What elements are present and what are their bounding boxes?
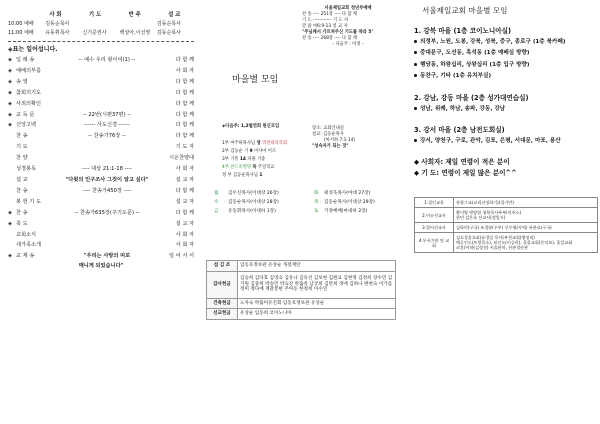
worship-item-detail: -- 찬송가76장 --: [88, 133, 126, 140]
worship-item: [8, 55, 194, 66]
village-item-text: 성남, 위례, 하남, 송파, 강동, 강남: [420, 105, 506, 112]
village-item-text: 중대문구, 도선동, 흑석동 (1층 예배실 방향): [420, 50, 530, 57]
prayer-row: [415, 198, 598, 208]
standing-mark: [8, 131, 16, 142]
prayer-row: [415, 233, 598, 253]
worship-item-detail: [62, 66, 152, 77]
offering-value: 김승희 김다효 김영숙 김유나 김유선 김보현 김원표 김현정 김정희 장수민 김기원 김중희 박승민 박숙진 박출옥 남궁희 김만희 정애 김하나 변현숙 이가를 정미 정다예 계갈봉현 주아동 한정희 이수연: [238, 271, 396, 298]
worship-item-leader: 다 함 께: [175, 57, 194, 63]
prayer-row: [415, 223, 598, 233]
offering-value: 임동호정보관 유상순 개설재탄: [238, 261, 396, 272]
gathering-next: ◈다음주: 1,2월연회 원신모임: [222, 124, 280, 129]
bullet-icon: [414, 40, 417, 43]
village-title: 3. 강서 마을 (2층 남전도회실): [414, 126, 505, 135]
prayer-key: 2.이슈선교사: [415, 208, 454, 223]
day-leader: 유동휘목사(이대하 1장): [228, 209, 276, 214]
youth-line: 찬 송 ---- 251장 ---- 다 함 께: [302, 12, 358, 17]
village-list-panel: [400, 0, 600, 424]
worship-item-detail: -- 22번(시편37편) --: [82, 111, 132, 118]
schedule-row: [214, 207, 396, 216]
worship-item: [8, 240, 194, 251]
offering-key: 선교헌금: [207, 309, 238, 320]
service-header: [8, 10, 194, 18]
worship-item-name: 축 도: [16, 220, 28, 227]
prayer-row: [415, 208, 598, 223]
youth-service-box: [302, 6, 394, 48]
standing-mark: [8, 153, 16, 164]
worship-item-name: 설 교: [16, 176, 28, 183]
service-row-2: [8, 29, 194, 38]
youth-line: 기 도 ------------ 기 도 자: [302, 18, 349, 23]
village-item-text: 의정부, 노원, 도봉, 강북, 성북, 중구, 종로구 (1층 북카페): [420, 39, 566, 45]
worship-item-detail: [62, 240, 152, 251]
worship-item-name: 예배의부름: [16, 67, 42, 74]
service-prayer: [82, 20, 119, 29]
offering-row: [207, 271, 396, 298]
gathering-theme: "성숙자가 되는 것": [312, 144, 349, 149]
day-leader: 김동순목사(이대상 29장): [324, 200, 375, 205]
worship-item: [8, 99, 194, 110]
village-item: [408, 48, 594, 59]
worship-item-detail: [62, 197, 152, 208]
worship-item-leader: 다 함 께: [175, 111, 194, 118]
offering-value: 노자숙 박출미유진회 임동호정보관 유상순: [238, 298, 396, 309]
service-accompanist: [120, 20, 157, 29]
worship-item-leader: 일 어 서 서: [169, 253, 194, 260]
bullet-icon: [414, 139, 417, 142]
standing-mark: [8, 186, 16, 197]
worship-item: [8, 175, 194, 186]
worship-item-detail: [62, 88, 152, 99]
service-time: 11:00 예배: [8, 30, 34, 36]
worship-item-leader: 사 회 자: [175, 242, 194, 249]
info-item-5: 정 부 김동순목사님 1: [222, 173, 263, 178]
youth-line: 말 씀 마6:9-13 설 교 자: [302, 24, 348, 29]
worship-item-name: 찬 양: [16, 155, 28, 162]
day-leader: 김두신목사(이대상 26장): [228, 191, 279, 196]
header-accompanist: 반 주: [128, 12, 141, 18]
worship-item-detail: -- 예수 우리 왕이여(1) --: [78, 57, 136, 63]
notice-prayer: ◆ 기 도: 연령이 제일 많은 분이^^: [414, 169, 517, 178]
standing-mark: ◈: [8, 253, 12, 260]
worship-item: [8, 131, 194, 142]
day-mark: 금: [214, 209, 219, 214]
worship-item-name: 입 례 송: [16, 57, 35, 63]
order-of-worship-panel: [0, 0, 200, 424]
worship-item-leader: 시온찬양대: [168, 155, 194, 162]
header-leader: 사 회: [49, 12, 62, 18]
offering-key: 건축헌금: [207, 298, 238, 309]
worship-item-detail: [62, 77, 152, 88]
info-item-4: 4부 찬드옥별명 목 주일학교: [222, 165, 275, 170]
youth-line: - 다음주 : 미정 -: [332, 42, 364, 47]
worship-item-detail: "우리는 사랑의 띠로: [83, 253, 131, 260]
worship-item: [8, 88, 194, 99]
worship-item-leader: 다 함 께: [175, 122, 194, 129]
offering-value: 유상순 임동희 코이노니아: [238, 309, 396, 320]
standing-mark: [8, 175, 16, 186]
offering-table: [206, 260, 396, 320]
worship-item: [8, 251, 194, 262]
service-row-1: [8, 20, 194, 29]
prayer-value: 김포경울요회(유경일 목사(부천교회(행정직) 예루인드(트링목소), 보인도(이승희), 홀몰교회(문익보), 홀일교회 코흔)이하(김정선) 서울관마, 산관경산관: [454, 233, 598, 253]
worship-item-name: 참회의기도: [16, 89, 42, 96]
day-mark: 수: [214, 200, 219, 205]
worship-item-name: 새가족소개: [16, 242, 42, 249]
worship-item-leader: 다 함 께: [175, 100, 194, 107]
worship-order-list: [8, 55, 194, 270]
info-item-2: 2부 김동순 기 9 미사마 이르: [222, 149, 277, 154]
notices: [414, 157, 594, 179]
prayer-value: 김하미(구국) 조경항(우주) 신우영(사역) 폭관요(구국): [454, 223, 598, 233]
worship-item-name: 찬 송: [16, 209, 28, 216]
day-leader: 최성욱목사(마대 27장): [324, 191, 371, 196]
worship-item: [8, 219, 194, 230]
prayer-key: 4.무서기관 및 교회: [415, 233, 454, 253]
worship-item-detail: -- 찬송가635장(주기도문) --: [74, 209, 140, 216]
worship-item-leader: 설 교 자: [175, 220, 194, 227]
offering-row: [207, 298, 396, 309]
bullet-icon: [414, 51, 417, 54]
header-prayer: 기 도: [88, 12, 102, 18]
worship-item: [8, 77, 194, 88]
day-leader: 기정예배(마대하 2장): [324, 209, 368, 214]
header-preacher: 설 교: [168, 12, 181, 18]
day-mark: 월: [214, 191, 219, 196]
youth-line: 찬 송 ---- 268장 ---- 다 함 께: [302, 36, 358, 41]
worship-item-detail: [62, 142, 152, 153]
standing-mark: [8, 142, 16, 153]
worship-item: [8, 230, 194, 241]
standing-mark: ◈: [8, 209, 12, 216]
worship-item: [8, 120, 194, 131]
worship-item-leader: 사 회 자: [175, 231, 194, 238]
standing-mark: ◈: [8, 67, 12, 74]
info-item-3: 3부 기흥 14 파종 기증: [222, 157, 266, 162]
standing-mark: ◈: [8, 122, 12, 129]
worship-item-detail: "다윗의 인구조사 그것이 알고 싶다": [65, 176, 149, 183]
worship-item-leader: 기 도 자: [175, 144, 194, 151]
worship-item: [8, 164, 194, 175]
gathering-place: 장소: 교회안내실: [312, 126, 344, 131]
info-list: [222, 140, 312, 180]
standing-mark: [8, 230, 16, 241]
worship-item-detail: ---- 대상 21:1-18 ----: [81, 166, 133, 173]
worship-item-name: 신앙고백: [16, 122, 37, 129]
standing-mark: ◈: [8, 78, 12, 85]
village-title: 1. 강북 마을 (1층 코이노니아실): [414, 27, 511, 35]
worship-item-leader: 설 교 자: [175, 176, 194, 183]
service-preacher: 김동순목사: [156, 30, 181, 36]
worship-item-name: 성경봉독: [16, 166, 37, 173]
service-prayer: 신기준권사: [82, 30, 107, 36]
standing-mark: [8, 197, 16, 208]
village-title: 2. 강남, 강동 마을 (2층 성가대연습실): [414, 93, 529, 102]
gathering-right: [312, 126, 392, 150]
prayer-key: 3.열어선교사: [415, 223, 454, 233]
worship-item-name: 교 독 문: [16, 111, 35, 118]
offering-row: [207, 261, 396, 272]
village-title: 마을별 모임: [232, 75, 279, 85]
village-item: [408, 104, 594, 115]
worship-item-name: 찬 송: [16, 187, 28, 194]
worship-item-detail-cont: 매니게 되었습니다": [78, 263, 124, 270]
village-gathering-panel: [200, 0, 400, 424]
standing-mark: [8, 240, 16, 251]
worship-item: [8, 197, 194, 208]
service-time: 10:00 예배: [8, 21, 34, 27]
service-leader: 유동휘목사: [45, 30, 70, 36]
prayer-value: 황미영 박양열 청북목사부부(미주스) 한민 김은호 선교사(정일시): [454, 208, 598, 223]
schedule-row: [214, 189, 396, 198]
village-groups: [408, 26, 594, 147]
worship-item-name: 찬 송: [16, 133, 28, 140]
youth-line: "주님께서 가르쳐주신 기도를 따라 5": [302, 30, 374, 35]
standing-mark: ◈: [8, 89, 12, 96]
standing-mark: ◈: [8, 111, 12, 118]
gathering-left: [222, 124, 302, 130]
section-title: ◈표는 일어섭니다.: [8, 46, 58, 53]
offering-key: 섬 김 조: [207, 261, 238, 272]
worship-item: [8, 186, 194, 197]
worship-item-leader: 다 함 께: [175, 209, 194, 216]
day-mark: 화: [314, 191, 319, 196]
notice-moderator: ◆ 사회자: 제일 연령이 적은 분이: [414, 158, 510, 167]
schedule-row: [214, 198, 396, 207]
village-item: [408, 71, 594, 82]
info-item-1: 1부 여주하목사님 영 역전대리학회: [222, 141, 287, 146]
bullet-icon: [414, 63, 417, 66]
village-item: [408, 136, 594, 147]
village-item-text: 강서, 양천구, 구로, 관악, 김포, 은평, 서대문, 마포, 용산: [420, 138, 561, 145]
worship-item-leader: 다 함 께: [175, 187, 194, 194]
worship-item-leader: 사 회 자: [175, 166, 194, 173]
gathering-passage: (마서하 7:1-14): [324, 138, 356, 143]
worship-item: [8, 142, 194, 153]
youth-service-title: 서울제일교회 청년부예배: [324, 6, 372, 11]
bullet-icon: [414, 74, 417, 77]
prayer-value: 통합그교(교리선정하기)(절기반): [454, 198, 598, 208]
village-group: [408, 26, 594, 83]
offering-row: [207, 309, 396, 320]
worship-item-name: 사죄의확인: [16, 100, 42, 107]
offering-key: 감사헌금: [207, 271, 238, 298]
standing-mark: ◈: [8, 220, 12, 227]
worship-item-name: 교 제 송: [16, 253, 35, 260]
prayer-table: [414, 197, 598, 253]
worship-item: [8, 208, 194, 219]
worship-item: [8, 110, 194, 121]
service-accompanist: 백상아,이선영: [119, 30, 151, 36]
worship-item-leader: 사 회 자: [175, 67, 194, 74]
service-leader: 김동순목사: [45, 21, 70, 27]
day-mark: 토: [314, 209, 319, 214]
worship-item-name: 교회소식: [16, 231, 37, 238]
standing-mark: ◈: [8, 57, 12, 63]
worship-item-leader: 다 함 께: [175, 89, 194, 96]
worship-item: [8, 66, 194, 77]
worship-item-name: 송 영: [16, 78, 28, 85]
worship-item-leader: 다 함 께: [175, 133, 194, 140]
standing-mark: ◈: [8, 100, 12, 107]
worship-item-detail: [62, 219, 152, 230]
worship-item-detail: [62, 153, 152, 164]
worship-item-detail: ---- 찬송가450장 ----: [82, 187, 132, 194]
panel3-title: 서울제일교회 마을별 모임: [422, 6, 508, 15]
village-item: [408, 60, 594, 71]
village-item: [408, 37, 594, 48]
worship-item-leader: 설 교 자: [175, 198, 194, 205]
worship-item-detail: ------ 사도신경 ------: [84, 122, 130, 129]
prayer-key: 1.절인교육: [415, 198, 454, 208]
village-item-text: 동찬구, 기타 (1층 유치부실): [420, 73, 492, 80]
service-preacher: 김동순목사: [156, 21, 181, 27]
worship-item-name: 기 도: [16, 144, 28, 151]
standing-mark: [8, 164, 16, 175]
day-mark: 목: [314, 200, 319, 205]
gathering-preacher: 설교: 김동순목사: [312, 132, 344, 137]
worship-item-detail: [62, 99, 152, 110]
village-item-text: 행당동, 하왕십리, 상왕십리 (1층 입구 방향): [420, 61, 530, 68]
village-group: [408, 93, 594, 115]
worship-item: [8, 153, 194, 164]
divider: [8, 41, 194, 42]
worship-item-detail: [62, 230, 152, 241]
daily-devotion-schedule: [214, 189, 396, 216]
day-leader: 김동순목사(이대상 28장): [228, 200, 279, 205]
worship-item-name: 봉 헌 기 도: [16, 198, 41, 205]
bullet-icon: [414, 107, 417, 110]
village-group: [408, 125, 594, 147]
worship-item-leader: 다 함 께: [175, 78, 194, 85]
